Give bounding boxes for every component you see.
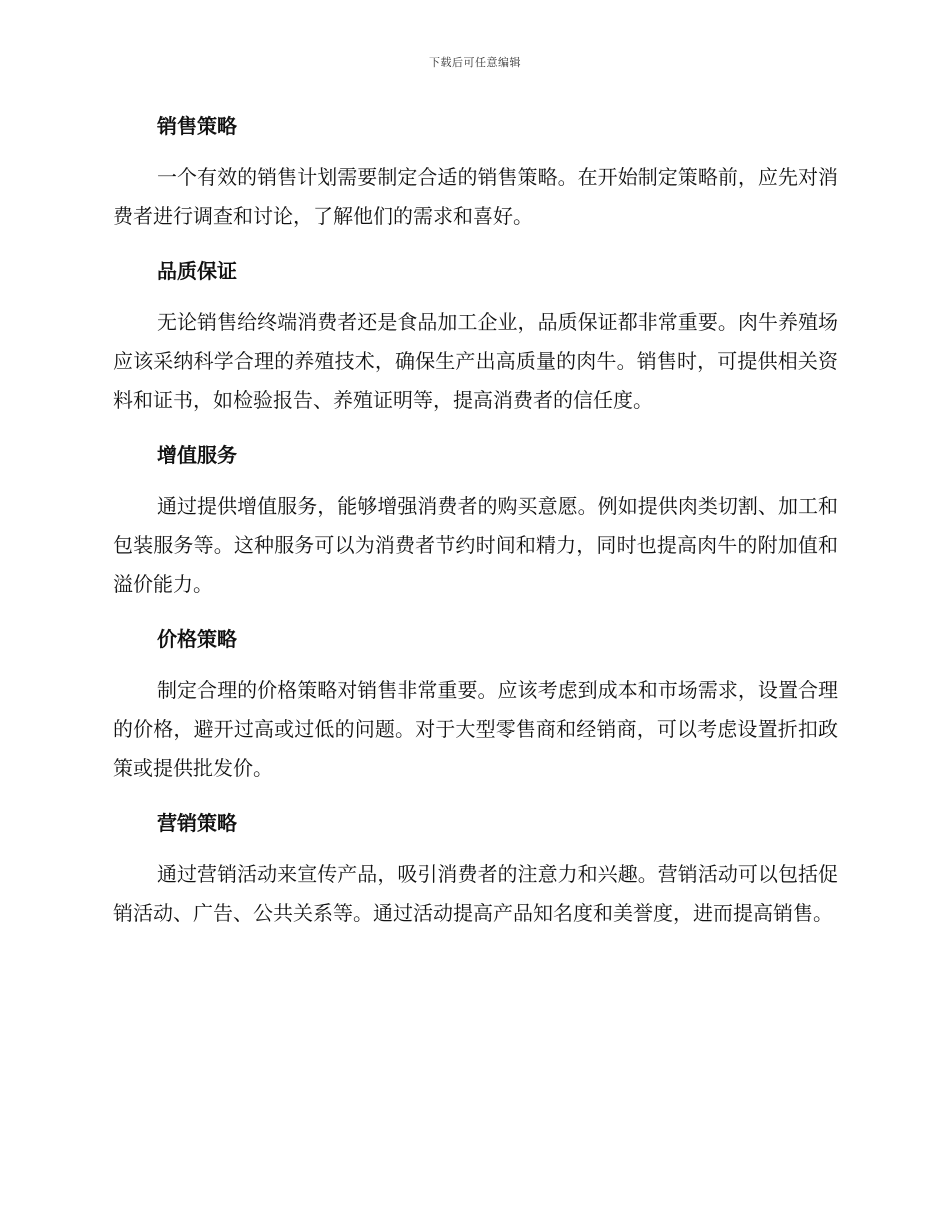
section-heading: 品质保证 bbox=[157, 259, 237, 283]
section-quality-assurance bbox=[113, 257, 838, 420]
section-marketing-strategy bbox=[113, 809, 838, 933]
page-header-note: 下载后可任意编辑 bbox=[429, 56, 521, 69]
section-heading: 营销策略 bbox=[157, 811, 237, 835]
document-content bbox=[113, 112, 838, 954]
section-value-added-services bbox=[113, 441, 838, 604]
section-paragraph: 通过提供增值服务，能够增强消费者的购买意愿。例如提供肉类切割、加工和包装服务等。这种服务可以为消费者节约时间和精力，同时也提高肉牛的附加值和溢价能力。 bbox=[113, 494, 838, 596]
section-heading: 价格策略 bbox=[157, 627, 237, 651]
section-paragraph: 通过营销活动来宣传产品，吸引消费者的注意力和兴趣。营销活动可以包括促销活动、广告、公共关系等。通过活动提高产品知名度和美誉度，进而提高销售。 bbox=[113, 862, 838, 925]
section-pricing-strategy bbox=[113, 625, 838, 788]
section-paragraph: 一个有效的销售计划需要制定合适的销售策略。在开始制定策略前，应先对消费者进行调查和讨论，了解他们的需求和喜好。 bbox=[113, 165, 838, 228]
section-heading: 增值服务 bbox=[157, 443, 237, 467]
section-heading: 销售策略 bbox=[157, 114, 237, 138]
section-paragraph: 制定合理的价格策略对销售非常重要。应该考虑到成本和市场需求，设置合理的价格，避开过高或过低的问题。对于大型零售商和经销商，可以考虑设置折扣政策或提供批发价。 bbox=[113, 678, 838, 780]
section-sales-strategy bbox=[113, 112, 838, 236]
section-paragraph: 无论销售给终端消费者还是食品加工企业，品质保证都非常重要。肉牛养殖场应该采纳科学合理的养殖技术，确保生产出高质量的肉牛。销售时，可提供相关资料和证书，如检验报告、养殖证明等，提高消费者的信任度。 bbox=[113, 310, 838, 412]
